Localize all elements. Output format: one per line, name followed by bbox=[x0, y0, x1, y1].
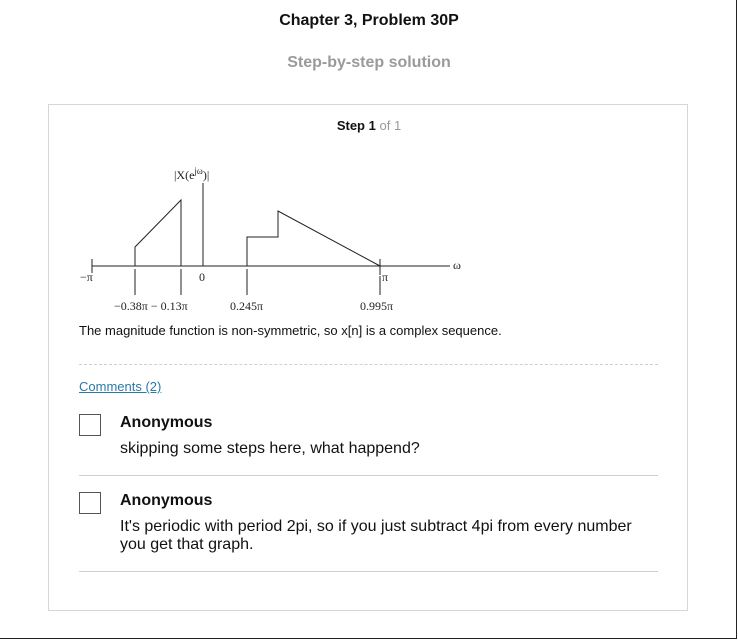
comment-item bbox=[79, 414, 658, 476]
magnitude-plot-svg bbox=[70, 155, 490, 320]
solution-text: The magnitude function is non-symmetric, so x[n] is a complex sequence. bbox=[79, 323, 502, 338]
comments-link[interactable]: Comments (2) bbox=[79, 379, 162, 394]
left-ramp-segment bbox=[135, 200, 181, 266]
step-prefix: Step bbox=[336, 118, 365, 133]
comment-item bbox=[79, 492, 658, 572]
comment-divider bbox=[79, 571, 658, 572]
chapter-title: Chapter 3, Problem 30P bbox=[279, 12, 459, 29]
right-step-ramp-segment bbox=[247, 211, 380, 266]
comment-checkbox[interactable] bbox=[79, 414, 101, 436]
tick-label-minus-pi: −π bbox=[80, 270, 93, 284]
label-0245pi: 0.245π bbox=[230, 299, 264, 313]
comment-author: Anonymous bbox=[120, 414, 213, 431]
step-number: 1 bbox=[368, 118, 376, 133]
magnitude-plot bbox=[70, 155, 490, 320]
label-0995pi: 0.995π bbox=[360, 299, 394, 313]
comment-author: Anonymous bbox=[120, 492, 213, 509]
dashed-divider bbox=[79, 364, 658, 365]
tick-label-zero: 0 bbox=[199, 270, 205, 284]
comment-text: It's periodic with period 2pi, so if you just subtract 4pi from every number you get that graph. bbox=[120, 518, 632, 553]
comment-checkbox[interactable] bbox=[79, 492, 101, 514]
step-indicator bbox=[0, 118, 738, 133]
step-total: of 1 bbox=[379, 118, 402, 133]
omega-label: ω bbox=[453, 258, 461, 272]
comment-text: skipping some steps here, what happend? bbox=[120, 440, 420, 457]
solution-subtitle: Step-by-step solution bbox=[287, 54, 451, 71]
tick-label-pi: π bbox=[382, 270, 389, 284]
magnitude-label: $|X(e^{j\omega})|$ bbox=[174, 166, 210, 182]
label-minus-038-013pi: −0.38π − 0.13π bbox=[114, 299, 188, 313]
comment-divider bbox=[79, 475, 658, 476]
